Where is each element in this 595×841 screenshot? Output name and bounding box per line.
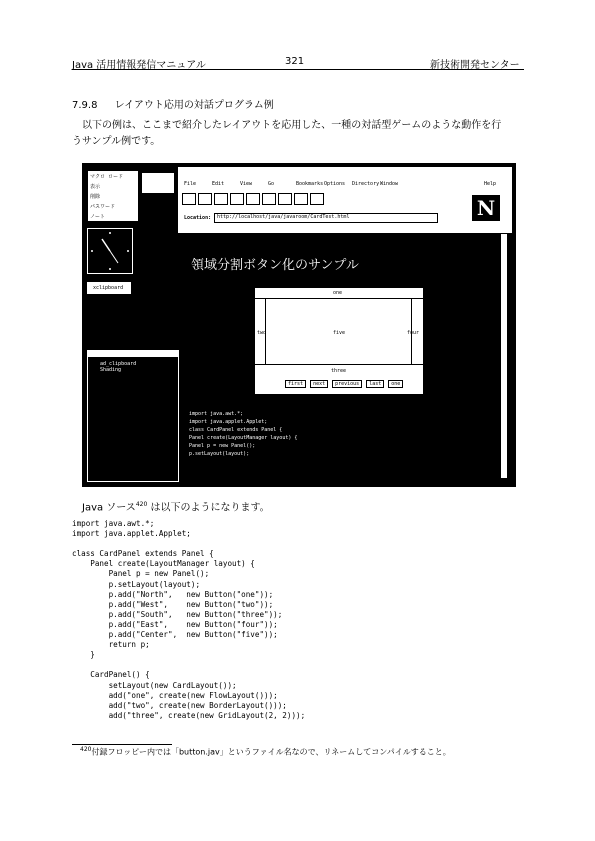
file-item: ad_clipboard [100, 361, 137, 367]
home-button[interactable] [214, 193, 228, 205]
browser-menubar [184, 181, 510, 189]
print-button[interactable] [278, 193, 292, 205]
north-button[interactable]: one [333, 290, 343, 296]
code-line: p.setLayout(layout); [72, 579, 201, 589]
code-line: Panel p = new Panel(); [72, 569, 210, 579]
reload-button[interactable] [230, 193, 244, 205]
code-preview-line: Panel p = new Panel(); [189, 443, 256, 449]
menu-options[interactable]: Options [324, 181, 346, 187]
menu-window[interactable]: Window [380, 181, 399, 187]
code-line: import java.awt.*; [72, 519, 155, 528]
netscape-logo: N [472, 195, 500, 221]
footnote [80, 746, 451, 758]
nav-button-last[interactable]: last [366, 380, 384, 388]
section-title: レイアウト応用の対話プログラム例 [114, 100, 274, 111]
code-line: add("three", create(new GridLayout(2, 2))); [72, 710, 306, 720]
clock-widget [87, 228, 133, 274]
code-line: import java.applet.Applet; [72, 529, 191, 539]
header-left: Java 活用情報発信マニュアル [72, 60, 206, 71]
scrollbar[interactable] [501, 234, 507, 478]
east-button[interactable]: four [407, 330, 420, 336]
south-button[interactable]: three [331, 368, 347, 374]
nav-buttons [285, 380, 403, 388]
menu-bookmarks[interactable]: Bookmarks [296, 181, 324, 187]
code-preview-line: Panel create(LayoutManager layout) { [189, 435, 298, 441]
xclipboard-box [87, 282, 131, 294]
nav-button-first[interactable]: first [285, 380, 306, 388]
menu-file[interactable]: File [184, 181, 197, 187]
file-list-window [87, 350, 179, 482]
nav-button-next[interactable]: next [310, 380, 328, 388]
nav-button-one[interactable]: one [388, 380, 403, 388]
code-line: p.add("East", new Button("four")); [72, 619, 278, 629]
center-button[interactable]: five [333, 330, 346, 336]
menu-item: ノート [90, 214, 105, 220]
menu-item: 表示 [90, 184, 101, 190]
open-button[interactable] [262, 193, 276, 205]
code-line: } [72, 650, 95, 660]
footnote-ref: 420 [135, 501, 148, 508]
footnote-mark: 420 [80, 746, 92, 753]
small-dialog [141, 172, 175, 194]
code-line: p.add("North", new Button("one")); [72, 589, 274, 599]
toolbar [182, 193, 412, 205]
source-intro-text: Java ソース [82, 502, 136, 514]
code-preview-line: p.setLayout(layout); [189, 451, 250, 457]
code-preview-line: import java.awt.*; [189, 411, 244, 417]
code-line: add("one", create(new FlowLayout())); [72, 690, 278, 700]
code-line: p.add("South", new Button("three")); [72, 609, 283, 619]
header-rule [72, 69, 524, 70]
code-line: class CardPanel extends Panel { [72, 549, 214, 559]
find-button[interactable] [294, 193, 308, 205]
intro-line-1: 以下の例は、ここまで紹介したレイアウトを応用した、一種の対話型ゲームのような動作を行 [82, 120, 502, 131]
west-button[interactable]: two [257, 330, 267, 336]
code-line: p.add("West", new Button("two")); [72, 599, 274, 609]
header-right: 新技術開発センター [430, 60, 520, 71]
code-line: add("two", create(new BorderLayout())); [72, 700, 287, 710]
applet-panel [255, 288, 423, 394]
images-button[interactable] [246, 193, 260, 205]
section-number: 7.9.8 [72, 100, 98, 111]
browser-chrome [177, 166, 513, 234]
location-field[interactable]: http://localhost/java/javaroom/CardTest.html [214, 213, 438, 223]
code-line: p.add("Center", new Button("five")); [72, 630, 278, 640]
back-button[interactable] [182, 193, 196, 205]
menu-edit[interactable]: Edit [212, 181, 225, 187]
menu-view[interactable]: View [240, 181, 253, 187]
page-heading: 領域分割ボタン化のサンプル [191, 258, 359, 273]
xclipboard-label: xclipboard [93, 285, 124, 291]
forward-button[interactable] [198, 193, 212, 205]
code-line: Panel create(LayoutManager layout) { [72, 559, 255, 569]
embedded-screenshot [82, 163, 516, 487]
menu-directory[interactable]: Directory [352, 181, 380, 187]
stop-button[interactable] [310, 193, 324, 205]
source-intro [82, 497, 537, 516]
location-label: Location: [184, 215, 212, 221]
code-preview-line: class CardPanel extends Panel { [189, 427, 283, 433]
code-line: CardPanel() { [72, 670, 150, 680]
section-heading [72, 96, 274, 111]
code-line: setLayout(new CardLayout()); [72, 680, 237, 690]
intro-line-2: うサンプル例です。 [72, 136, 161, 147]
file-list-titlebar [88, 351, 178, 357]
browser-content [179, 234, 499, 478]
source-intro-rest: は以下のようになります。 [147, 502, 270, 514]
menu-help[interactable]: Help [484, 181, 497, 187]
menu-item: パスワード [90, 204, 116, 210]
code-block [72, 519, 305, 721]
clock-icon [88, 229, 132, 273]
menu-item: マクロ ロード [90, 174, 124, 180]
macro-menu [87, 170, 139, 222]
menu-go[interactable]: Go [268, 181, 275, 187]
code-line [72, 660, 305, 670]
nav-button-previous[interactable]: previous [332, 380, 362, 388]
code-preview-line: import java.applet.Applet; [189, 419, 268, 425]
file-item: Shading [100, 367, 122, 373]
code-line [72, 539, 305, 549]
menu-item: 削除 [90, 194, 101, 200]
footnote-rule [72, 744, 172, 745]
code-line: return p; [72, 640, 150, 650]
footnote-text: 付録フロッピー内では「button.jav」というファイル名なので、リネームしてコンパイルすること。 [91, 747, 451, 757]
code-preview [189, 410, 297, 458]
page-number: 321 [285, 56, 305, 67]
